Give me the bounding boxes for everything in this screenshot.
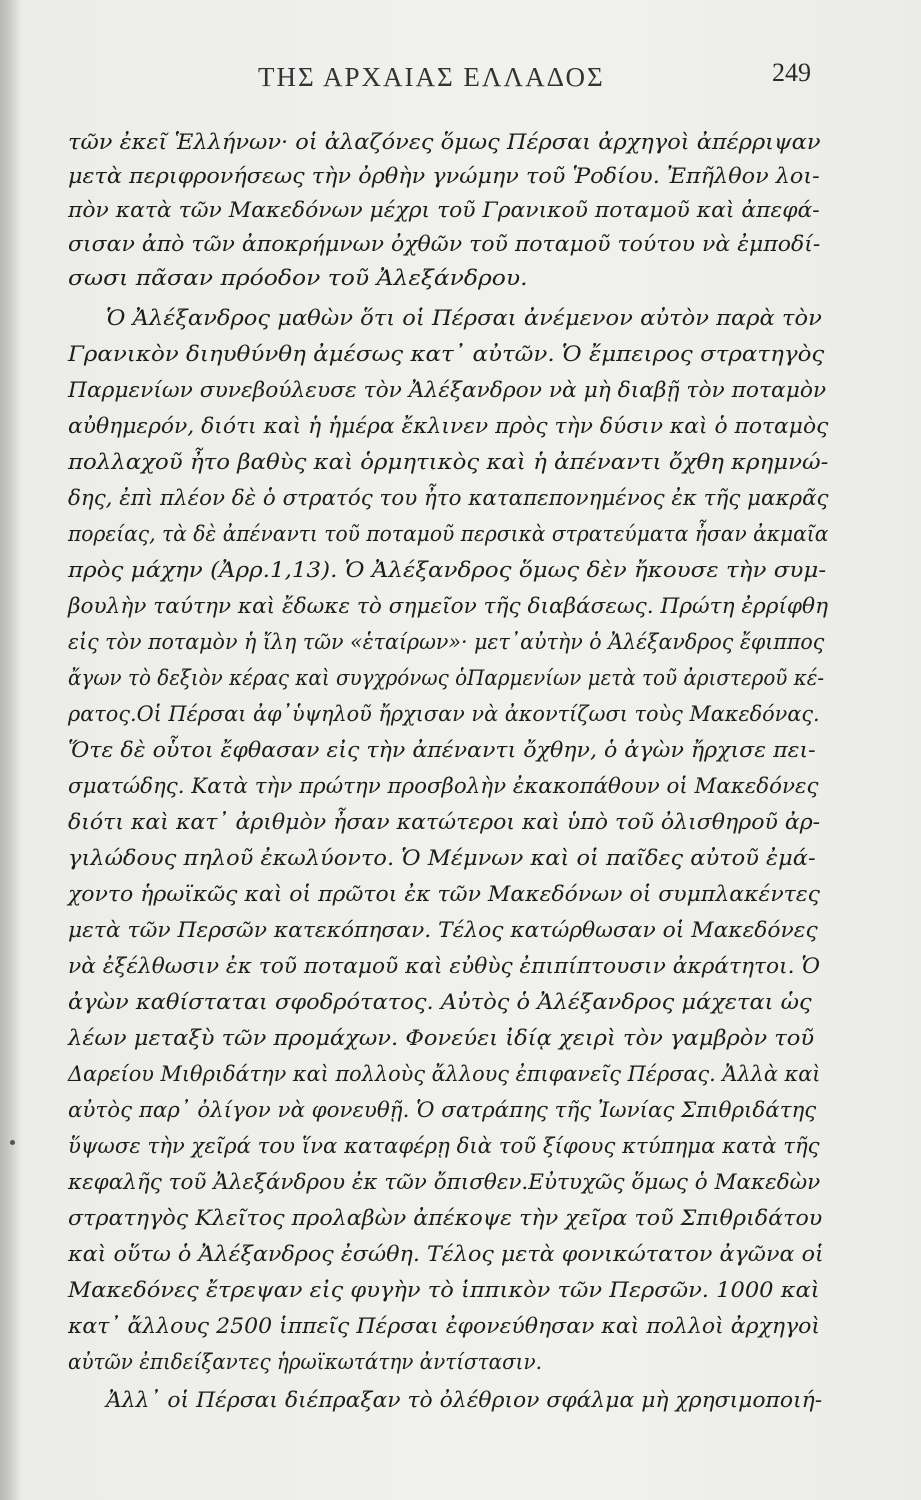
text-line: αὐτὸς παρ᾽ ὀλίγον νὰ φονευθῇ. Ὁ σατράπης τῆς Ἰωνίας Σπιθριδάτης bbox=[68, 1098, 817, 1123]
text-line: στρατηγὸς Κλεῖτος προλαβὼν ἀπέκοψε τὴν χεῖρα τοῦ Σπιθριδάτου bbox=[68, 1206, 823, 1231]
text-line: Ὁ Ἀλέξανδρος μαθὼν ὅτι οἱ Πέρσαι ἀνέμενον αὐτὸν παρὰ τὸν bbox=[106, 306, 822, 331]
text-line: τῶν ἐκεῖ Ἑλλήνων· οἱ ἀλαζόνες ὅμως Πέρσαι ἀρχηγοὶ ἀπέρριψαν bbox=[68, 130, 821, 155]
text-line: Δαρείου Μιθριδάτην καὶ πολλοὺς ἄλλους ἐπιφανεῖς Πέρσας. Ἀλλὰ καὶ bbox=[68, 1062, 821, 1087]
text-line: Ἀλλ᾽ οἱ Πέρσαι διέπραξαν τὸ ὀλέθριον σφάλμα μὴ χρησιμοποιή- bbox=[106, 1388, 823, 1413]
text-line: μετὰ τῶν Περσῶν κατεκόπησαν. Τέλος κατώρθωσαν οἱ Μακεδόνες bbox=[68, 918, 818, 943]
text-line: εἰς τὸν ποταμὸν ἡ ἴλη τῶν «ἑταίρων»· μετ᾽αὐτὴν ὁ Ἀλέξανδρος ἔφιππος bbox=[68, 630, 825, 655]
text-line: μετὰ περιφρονήσεως τὴν ὀρθὴν γνώμην τοῦ Ῥοδίου. Ἐπῆλθον λοι- bbox=[68, 164, 820, 189]
text-line: Ὅτε δὲ οὗτοι ἔφθασαν εἰς τὴν ἀπέναντι ὄχθην, ὁ ἀγὼν ἤρχισε πει- bbox=[68, 738, 816, 763]
text-line: Μακεδόνες ἔτρεψαν εἰς φυγὴν τὸ ἱππικὸν τῶν Περσῶν. 1000 καὶ bbox=[68, 1278, 820, 1303]
page-header bbox=[0, 58, 921, 98]
running-head: ΤΗΣ ΑΡΧΑΙΑΣ ΕΛΛΑΔΟΣ bbox=[258, 62, 605, 92]
text-line: ἄγων τὸ δεξιὸν κέρας καὶ συγχρόνως ὁΠαρμενίων μετὰ τοῦ ἀριστεροῦ κέ- bbox=[68, 666, 825, 691]
text-line: βουλὴν ταύτην καὶ ἔδωκε τὸ σημεῖον τῆς διαβάσεως. Πρώτη ἐρρίφθη bbox=[68, 594, 829, 619]
text-line: γιλώδους πηλοῦ ἐκωλύοντο. Ὁ Μέμνων καὶ οἱ παῖδες αὐτοῦ ἐμά- bbox=[68, 846, 816, 871]
text-line: κεφαλῆς τοῦ Ἀλεξάνδρου ἐκ τῶν ὄπισθεν.Εὐτυχῶς ὅμως ὁ Μακεδὼν bbox=[68, 1170, 821, 1195]
text-line: δης, ἐπὶ πλέον δὲ ὁ στρατός του ἦτο καταπεπονημένος ἐκ τῆς μακρᾶς bbox=[68, 486, 829, 511]
text-line: ἀγὼν καθίσταται σφοδρότατος. Αὐτὸς ὁ Ἀλέξανδρος μάχεται ὡς bbox=[68, 990, 812, 1015]
text-line: σματώδης. Κατὰ τὴν πρώτην προσβολὴν ἐκακοπάθουν οἱ Μακεδόνες bbox=[68, 774, 819, 799]
text-line: πὸν κατὰ τῶν Μακεδόνων μέχρι τοῦ Γρανικοῦ ποταμοῦ καὶ ἀπεφά- bbox=[68, 198, 820, 223]
text-line: καὶ οὕτω ὁ Ἀλέξανδρος ἐσώθη. Τέλος μετὰ φονικώτατον ἀγῶνα οἱ bbox=[68, 1242, 824, 1267]
text-line: διότι καὶ κατ᾽ ἀριθμὸν ἦσαν κατώτεροι καὶ ὑπὸ τοῦ ὀλισθηροῦ ἀρ- bbox=[68, 810, 821, 835]
text-line: χοντο ἡρωϊκῶς καὶ οἱ πρῶτοι ἐκ τῶν Μακεδόνων οἱ συμπλακέντες bbox=[68, 882, 820, 907]
text-line: νὰ ἐξέλθωσιν ἐκ τοῦ ποταμοῦ καὶ εὐθὺς ἐπιπίπτουσιν ἀκράτητοι. Ὁ bbox=[68, 954, 821, 979]
binding-shadow bbox=[0, 0, 20, 1500]
text-line: πολλαχοῦ ἦτο βαθὺς καὶ ὁρμητικὸς καὶ ἡ ἀπέναντι ὄχθη κρημνώ- bbox=[68, 450, 829, 475]
text-line: Παρμενίων συνεβούλευσε τὸν Ἀλέξανδρον νὰ μὴ διαβῇ τὸν ποταμὸν bbox=[68, 378, 827, 403]
text-line: Γρανικὸν διηυθύνθη ἀμέσως κατ᾽ αὐτῶν. Ὁ ἔμπειρος στρατηγὸς bbox=[68, 342, 825, 367]
text-line: λέων μεταξὺ τῶν προμάχων. Φονεύει ἰδίᾳ χειρὶ τὸν γαμβρὸν τοῦ bbox=[68, 1026, 815, 1051]
margin-dot bbox=[10, 1140, 15, 1145]
text-line: πορείας, τὰ δὲ ἀπέναντι τοῦ ποταμοῦ περσικὰ στρατεύματα ἦσαν ἀκμαῖα bbox=[68, 522, 829, 547]
text-line: αὐθημερόν, διότι καὶ ἡ ἡμέρα ἔκλινεν πρὸς τὴν δύσιν καὶ ὁ ποταμὸς bbox=[68, 414, 829, 439]
text-line: ὕψωσε τὴν χεῖρά του ἵνα καταφέρῃ διὰ τοῦ ξίφους κτύπημα κατὰ τῆς bbox=[68, 1134, 820, 1159]
text-line: αὐτῶν ἐπιδείξαντες ἡρωϊκωτάτην ἀντίστασιν. bbox=[68, 1350, 542, 1375]
page-number: 249 bbox=[772, 58, 811, 87]
text-line: σωσι πᾶσαν πρόοδον τοῦ Ἀλεξάνδρου. bbox=[68, 266, 528, 291]
text-line: κατ᾽ ἄλλους 2500 ἱππεῖς Πέρσαι ἐφονεύθησαν καὶ πολλοὶ ἀρχηγοὶ bbox=[68, 1314, 821, 1339]
text-line: πρὸς μάχην (Ἀρρ.1,13). Ὁ Ἀλέξανδρος ὅμως δὲν ἤκουσε τὴν συμ- bbox=[68, 558, 827, 583]
text-line: σισαν ἀπὸ τῶν ἀποκρήμνων ὀχθῶν τοῦ ποταμοῦ τούτου νὰ ἐμποδί- bbox=[68, 232, 821, 257]
text-line: ρατος.Οἱ Πέρσαι ἀφ᾽ὑψηλοῦ ἤρχισαν νὰ ἀκοντίζωσι τοὺς Μακεδόνας. bbox=[68, 702, 820, 727]
